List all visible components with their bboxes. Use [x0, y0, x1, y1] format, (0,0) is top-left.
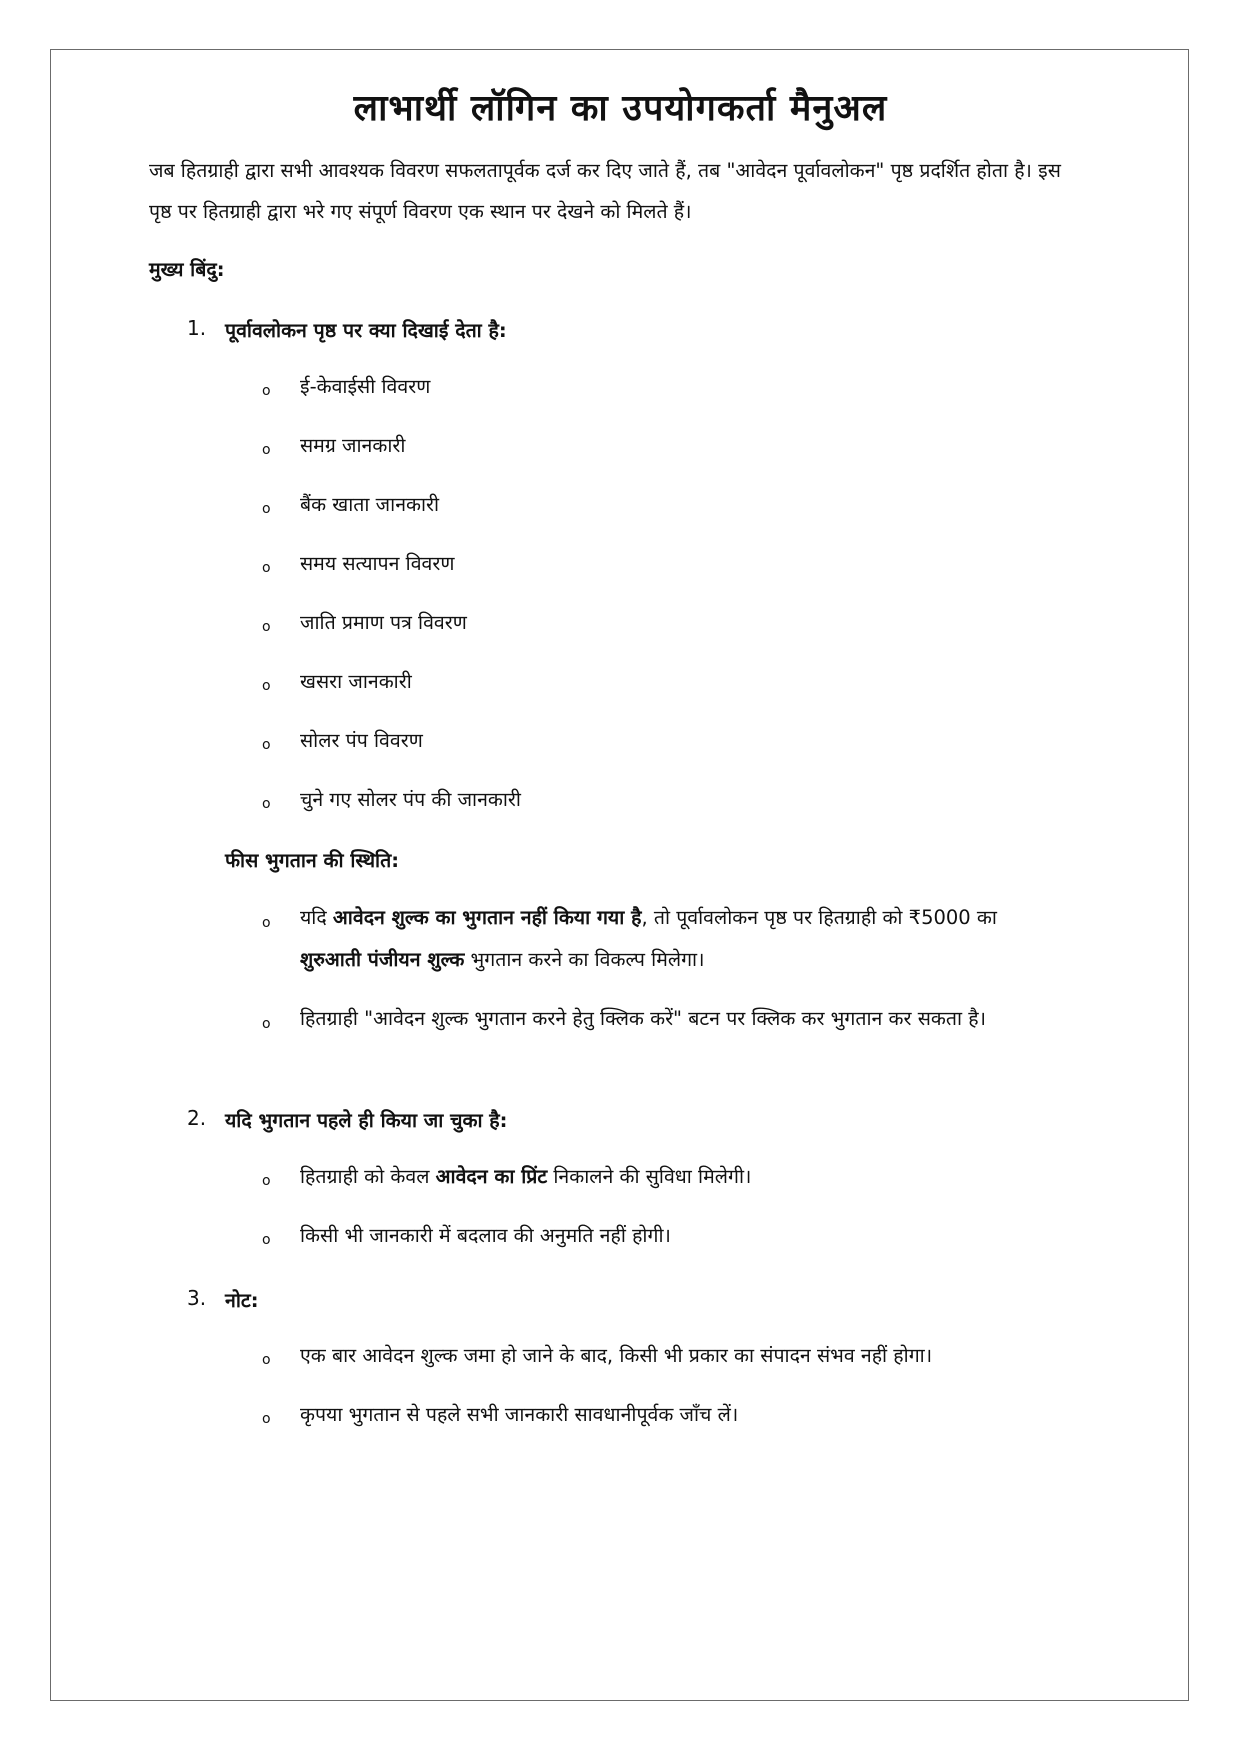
list-item-text: हितग्राही को केवल [300, 1165, 436, 1188]
fee-item-bold-unpaid: आवेदन शुल्क का भुगतान नहीं किया गया है [332, 906, 642, 929]
bullet-icon: o [262, 1232, 271, 1248]
list-item: एक बार आवेदन शुल्क जमा हो जाने के बाद, किसी भी प्रकार का संपादन संभव नहीं होगा। [300, 1344, 933, 1367]
list-item: खसरा जानकारी [300, 670, 412, 693]
section-2-heading: यदि भुगतान पहले ही किया जा चुका है: [225, 1109, 508, 1132]
bullet-icon: o [262, 383, 271, 399]
bullet-icon: o [262, 619, 271, 635]
bullet-icon: o [262, 1411, 271, 1427]
bullet-icon: o [262, 796, 271, 812]
key-points-heading: मुख्य बिंदु: [149, 258, 225, 281]
fee-status-item-unpaid [300, 897, 1060, 981]
section-3-number: 3. [187, 1286, 207, 1310]
bullet-icon: o [262, 737, 271, 753]
section-2-number: 2. [187, 1106, 207, 1130]
section-3-heading: नोट: [225, 1289, 259, 1312]
bullet-icon: o [262, 560, 271, 576]
list-item: कृपया भुगतान से पहले सभी जानकारी सावधानीपूर्वक जाँच लें। [300, 1403, 739, 1426]
list-item-text: निकालने की सुविधा मिलेगी। [547, 1165, 752, 1188]
document-title: लाभार्थी लॉगिन का उपयोगकर्ता मैनुअल [353, 88, 888, 129]
section-1-number: 1. [187, 316, 207, 340]
bullet-icon: o [262, 1173, 271, 1189]
fee-item-bold-registration-fee: शुरुआती पंजीयन शुल्क [300, 948, 465, 971]
bullet-icon: o [262, 915, 271, 931]
list-item: बैंक खाता जानकारी [300, 493, 440, 516]
section-1-heading: पूर्वावलोकन पृष्ठ पर क्या दिखाई देता है: [225, 319, 507, 342]
list-item: ई-केवाईसी विवरण [300, 375, 431, 398]
list-item: जाति प्रमाण पत्र विवरण [300, 611, 467, 634]
bullet-icon: o [262, 678, 271, 694]
list-item: चुने गए सोलर पंप की जानकारी [300, 788, 521, 811]
list-item: समय सत्यापन विवरण [300, 552, 455, 575]
list-item: समग्र जानकारी [300, 434, 406, 457]
bullet-icon: o [262, 1016, 271, 1032]
page-border [50, 49, 1189, 1701]
bullet-icon: o [262, 1352, 271, 1368]
fee-status-item-button-info: हितग्राही "आवेदन शुल्क भुगतान करने हेतु क्लिक करें" बटन पर क्लिक कर भुगतान कर सकता है। [300, 1007, 986, 1030]
fee-status-heading: फीस भुगतान की स्थिति: [225, 849, 400, 872]
list-item [300, 1156, 1100, 1198]
bullet-icon: o [262, 501, 271, 517]
fee-item-text: भुगतान करने का विकल्प मिलेगा। [464, 948, 705, 971]
list-item: किसी भी जानकारी में बदलाव की अनुमति नहीं होगी। [300, 1224, 671, 1247]
fee-item-text: यदि [300, 906, 333, 929]
fee-item-text: , तो पूर्वावलोकन पृष्ठ पर हितग्राही को ₹5000 का [641, 906, 997, 929]
bullet-icon: o [262, 442, 271, 458]
list-item: सोलर पंप विवरण [300, 729, 423, 752]
intro-paragraph: जब हितग्राही द्वारा सभी आवश्यक विवरण सफलतापूर्वक दर्ज कर दिए जाते हैं, तब "आवेदन पूर्वावलोकन" पृष्ठ प्रदर्शित होता है। इस पृष्ठ पर हितग्राही द्वारा भरे गए संपूर्ण विवरण एक स्थान पर देखने को मिलते हैं। [149, 159, 1061, 223]
list-item-bold-print: आवेदन का प्रिंट [435, 1165, 548, 1188]
